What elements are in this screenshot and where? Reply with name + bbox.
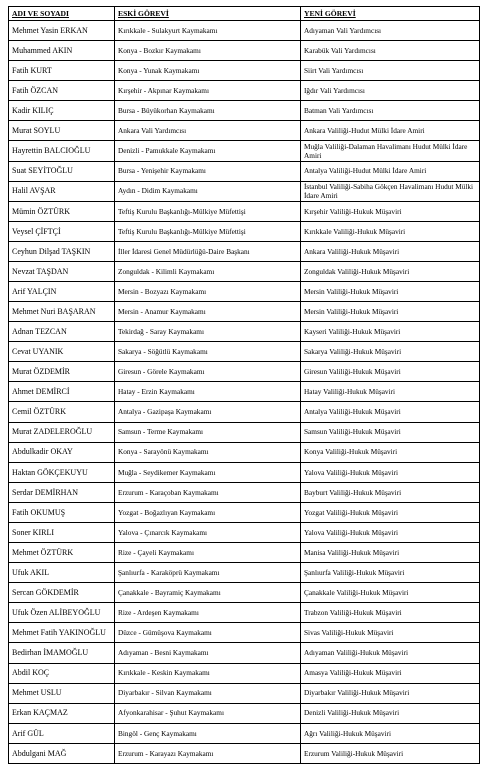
table-row bbox=[9, 302, 479, 322]
name-cell bbox=[9, 704, 115, 723]
name-cell-text: Sercan GÖKDEMİR bbox=[12, 588, 79, 598]
table-row bbox=[9, 643, 479, 663]
old-position-cell-text: Yalova - Çınarcık Kaymakamı bbox=[118, 527, 208, 537]
name-cell-text: Cevat UYANIK bbox=[12, 347, 64, 357]
name-cell bbox=[9, 503, 115, 522]
new-position-cell bbox=[301, 443, 479, 462]
name-cell-text: Muhammed AKIN bbox=[12, 45, 73, 55]
name-cell bbox=[9, 543, 115, 562]
new-position-cell bbox=[301, 643, 479, 662]
table-row bbox=[9, 282, 479, 302]
new-position-cell-text: Erzurum Valiliği-Hukuk Müşaviri bbox=[304, 748, 404, 758]
name-cell-text: Murat ZADELEROĞLU bbox=[12, 427, 93, 437]
name-cell bbox=[9, 222, 115, 241]
new-position-cell-text: İstanbul Valiliği-Sabiha Gökçen Havalimanı Hudut Mülki İdare Amiri bbox=[304, 182, 474, 200]
name-cell bbox=[9, 583, 115, 602]
name-cell-text: Fatih KURT bbox=[12, 65, 52, 75]
table-row bbox=[9, 81, 479, 101]
table-row bbox=[9, 322, 479, 342]
old-position-cell bbox=[115, 744, 301, 763]
new-position-cell bbox=[301, 342, 479, 361]
name-cell bbox=[9, 202, 115, 221]
name-cell bbox=[9, 182, 115, 201]
name-cell bbox=[9, 21, 115, 40]
name-cell-text: Bedirhan İMAMOĞLU bbox=[12, 648, 89, 658]
new-position-cell-text: Kırşehir Valiliği-Hukuk Müşaviri bbox=[304, 206, 402, 216]
name-cell-text: Murat ÖZDEMİR bbox=[12, 367, 70, 377]
old-position-cell bbox=[115, 162, 301, 181]
new-position-cell bbox=[301, 182, 479, 201]
name-cell bbox=[9, 282, 115, 301]
new-position-cell bbox=[301, 242, 479, 261]
name-cell bbox=[9, 664, 115, 683]
table-row bbox=[9, 463, 479, 483]
old-position-cell-text: Konya - Yunak Kaymakamı bbox=[118, 65, 200, 75]
new-position-cell-text: Muğla Valiliği-Dalaman Havalimanı Hudut Mülki İdare Amiri bbox=[304, 142, 468, 160]
old-position-cell bbox=[115, 41, 301, 60]
table-row bbox=[9, 704, 479, 724]
old-position-cell-text: Mersin - Bozyazı Kaymakamı bbox=[118, 286, 207, 296]
table-row bbox=[9, 744, 479, 763]
name-cell bbox=[9, 362, 115, 381]
old-position-cell bbox=[115, 523, 301, 542]
new-position-cell-text: Şanlıurfa Valiliği-Hukuk Müşaviri bbox=[304, 567, 405, 577]
old-position-cell-text: Mersin - Anamur Kaymakamı bbox=[118, 306, 206, 316]
new-position-cell bbox=[301, 61, 479, 80]
table-row bbox=[9, 523, 479, 543]
table-row bbox=[9, 222, 479, 242]
old-position-cell bbox=[115, 483, 301, 502]
name-cell bbox=[9, 61, 115, 80]
old-position-cell-text: Muğla - Seydikemer Kaymakamı bbox=[118, 467, 216, 477]
new-position-cell bbox=[301, 162, 479, 181]
name-cell-text: Arif GÜL bbox=[12, 728, 44, 738]
name-cell-text: Soner KIRLI bbox=[12, 527, 54, 537]
name-cell-text: Ufuk Özen ALİBEYOĞLU bbox=[12, 608, 101, 618]
new-position-cell bbox=[301, 362, 479, 381]
name-cell-text: Mehmet Yasin ERKAN bbox=[12, 25, 88, 35]
name-cell-text: Adnan TEZCAN bbox=[12, 327, 67, 336]
new-position-cell-text: Çanakkale Valiliği-Hukuk Müşaviri bbox=[304, 588, 409, 598]
table-row bbox=[9, 402, 479, 422]
name-cell-text: Fatih OKUMUŞ bbox=[12, 507, 66, 517]
new-position-cell-text: Diyarbakır Valiliği-Hukuk Müşaviri bbox=[304, 688, 410, 698]
old-position-cell-text: Giresun - Görele Kaymakamı bbox=[118, 367, 205, 377]
old-position-cell-text: Erzurum - Karaçoban Kaymakamı bbox=[118, 487, 219, 497]
name-cell-text: Arif YALÇIN bbox=[12, 286, 57, 296]
table-row bbox=[9, 141, 479, 161]
name-cell-text: Nevzat TAŞDAN bbox=[12, 266, 69, 276]
old-position-cell bbox=[115, 282, 301, 301]
name-cell bbox=[9, 121, 115, 140]
old-position-cell-text: Yozgat - Boğazlıyan Kaymakamı bbox=[118, 507, 216, 517]
new-position-cell-text: Trabzon Valiliği-Hukuk Müşaviri bbox=[304, 608, 402, 618]
old-position-cell bbox=[115, 81, 301, 100]
new-position-cell-text: Antalya Valiliği-Hudut Mülki İdare Amiri bbox=[304, 166, 427, 176]
old-position-cell-text: Teftiş Kurulu Başkanlığı-Mülkiye Müfettişi bbox=[118, 206, 246, 216]
old-position-cell bbox=[115, 443, 301, 462]
new-position-cell-text: Giresun Valiliği-Hukuk Müşaviri bbox=[304, 367, 401, 377]
old-position-cell-text: Adıyaman - Besni Kaymakamı bbox=[118, 648, 209, 658]
new-position-cell bbox=[301, 463, 479, 482]
new-position-cell bbox=[301, 382, 479, 401]
new-position-cell-text: Ankara Valiliği-Hukuk Müşaviri bbox=[304, 246, 400, 256]
old-position-cell-text: Konya - Sarayönü Kaymakamı bbox=[118, 447, 209, 457]
new-position-cell bbox=[301, 744, 479, 763]
table-row bbox=[9, 182, 479, 202]
old-position-cell bbox=[115, 182, 301, 201]
new-position-cell bbox=[301, 483, 479, 502]
old-position-cell-text: Denizli - Pamukkale Kaymakamı bbox=[118, 146, 216, 156]
old-position-cell bbox=[115, 704, 301, 723]
new-position-cell-text: Yalova Valiliği-Hukuk Müşaviri bbox=[304, 527, 398, 537]
old-position-cell-text: Rize - Ardeşen Kaymakamı bbox=[118, 608, 199, 618]
old-position-cell-text: İller İdaresi Genel Müdürlüğü-Daire Başkanı bbox=[118, 246, 250, 256]
table-row bbox=[9, 262, 479, 282]
name-cell bbox=[9, 483, 115, 502]
name-cell-text: Abdulgani MAĞ bbox=[12, 748, 67, 758]
table-row bbox=[9, 202, 479, 222]
name-cell-text: Veysel ÇİFTÇİ bbox=[12, 226, 61, 236]
name-cell-text: Murat SOYLU bbox=[12, 126, 61, 136]
new-position-cell bbox=[301, 222, 479, 241]
new-position-cell-text: Batman Vali Yardımcısı bbox=[304, 106, 374, 116]
new-position-cell bbox=[301, 202, 479, 221]
old-position-cell-text: Bursa - Büyükorhan Kaymakamı bbox=[118, 106, 215, 116]
new-position-cell-text: Hatay Valiliği-Hukuk Müşaviri bbox=[304, 387, 396, 397]
header-new-position: YENİ GÖREVİ bbox=[304, 8, 356, 18]
old-position-cell bbox=[115, 101, 301, 120]
table-row bbox=[9, 242, 479, 262]
new-position-cell-text: Adıyaman Valiliği-Hukuk Müşaviri bbox=[304, 648, 409, 658]
new-position-cell bbox=[301, 121, 479, 140]
new-position-cell-text: Ağrı Valiliği-Hukuk Müşaviri bbox=[304, 728, 392, 738]
new-position-cell-text: Yozgat Valiliği-Hukuk Müşaviri bbox=[304, 507, 398, 517]
old-position-cell-text: Aydın - Didim Kaymakamı bbox=[118, 186, 198, 196]
table-row bbox=[9, 563, 479, 583]
new-position-cell bbox=[301, 603, 479, 622]
name-cell bbox=[9, 302, 115, 321]
new-position-cell bbox=[301, 523, 479, 542]
name-cell bbox=[9, 382, 115, 401]
new-position-cell bbox=[301, 282, 479, 301]
old-position-cell bbox=[115, 724, 301, 743]
old-position-cell-text: Afyonkarahisar - Şuhut Kaymakamı bbox=[118, 708, 224, 718]
new-position-cell-text: Mersin Valiliği-Hukuk Müşaviri bbox=[304, 286, 399, 296]
name-cell bbox=[9, 41, 115, 60]
old-position-cell bbox=[115, 342, 301, 361]
new-position-cell-text: Konya Valiliği-Hukuk Müşaviri bbox=[304, 447, 398, 457]
new-position-cell bbox=[301, 101, 479, 120]
table-row bbox=[9, 543, 479, 563]
name-cell bbox=[9, 463, 115, 482]
name-cell bbox=[9, 724, 115, 743]
name-cell-text: Ceyhun Dilşad TAŞKIN bbox=[12, 246, 91, 256]
old-position-cell bbox=[115, 322, 301, 341]
name-cell bbox=[9, 342, 115, 361]
table-row bbox=[9, 603, 479, 623]
old-position-cell bbox=[115, 362, 301, 381]
old-position-cell bbox=[115, 503, 301, 522]
new-position-cell-text: Iğdır Vali Yardımcısı bbox=[304, 86, 365, 96]
new-position-cell-text: Ankara Valiliği-Hudut Mülki İdare Amiri bbox=[304, 126, 425, 136]
name-cell bbox=[9, 623, 115, 642]
name-cell bbox=[9, 322, 115, 341]
new-position-cell-text: Sakarya Valiliği-Hukuk Müşaviri bbox=[304, 347, 402, 357]
new-position-cell bbox=[301, 402, 479, 421]
old-position-cell bbox=[115, 222, 301, 241]
old-position-cell bbox=[115, 262, 301, 281]
new-position-cell bbox=[301, 503, 479, 522]
new-position-cell bbox=[301, 684, 479, 703]
table-row bbox=[9, 41, 479, 61]
old-position-cell-text: Sakarya - Söğütlü Kaymakamı bbox=[118, 347, 208, 357]
old-position-cell bbox=[115, 202, 301, 221]
name-cell-text: Halil AVŞAR bbox=[12, 186, 56, 196]
header-name: ADI VE SOYADI bbox=[9, 7, 115, 20]
new-position-cell bbox=[301, 21, 479, 40]
table-row bbox=[9, 664, 479, 684]
table-row bbox=[9, 121, 479, 141]
new-position-cell bbox=[301, 302, 479, 321]
name-cell bbox=[9, 262, 115, 281]
old-position-cell-text: Çanakkale - Bayramiç Kaymakamı bbox=[118, 588, 221, 598]
new-position-cell-text: Siirt Vali Yardımcısı bbox=[304, 65, 364, 75]
new-position-cell bbox=[301, 664, 479, 683]
old-position-cell bbox=[115, 563, 301, 582]
old-position-cell bbox=[115, 302, 301, 321]
old-position-cell-text: Teftiş Kurulu Başkanlığı-Mülkiye Müfettişi bbox=[118, 226, 246, 236]
old-position-cell-text: Tekirdağ - Saray Kaymakamı bbox=[118, 327, 205, 336]
name-cell-text: Haktan GÖKÇEKUYU bbox=[12, 467, 88, 477]
old-position-cell-text: Hatay - Erzin Kaymakamı bbox=[118, 387, 195, 397]
table-row bbox=[9, 483, 479, 503]
name-cell bbox=[9, 643, 115, 662]
new-position-cell-text: Yalova Valiliği-Hukuk Müşaviri bbox=[304, 467, 398, 477]
table-row bbox=[9, 684, 479, 704]
new-position-cell-text: Bayburt Valiliği-Hukuk Müşaviri bbox=[304, 487, 402, 497]
name-cell-text: Mümin ÖZTÜRK bbox=[12, 206, 70, 216]
old-position-cell-text: Zonguldak - Kilimli Kaymakamı bbox=[118, 266, 215, 276]
table-row bbox=[9, 21, 479, 41]
appointments-table bbox=[8, 6, 480, 764]
old-position-cell bbox=[115, 242, 301, 261]
new-position-cell bbox=[301, 623, 479, 642]
new-position-cell bbox=[301, 563, 479, 582]
old-position-cell-text: Rize - Çayeli Kaymakamı bbox=[118, 547, 194, 557]
old-position-cell bbox=[115, 664, 301, 683]
name-cell bbox=[9, 423, 115, 442]
old-position-cell-text: Konya - Bozkır Kaymakamı bbox=[118, 45, 201, 55]
old-position-cell bbox=[115, 21, 301, 40]
table-row bbox=[9, 162, 479, 182]
old-position-cell bbox=[115, 402, 301, 421]
old-position-cell bbox=[115, 463, 301, 482]
old-position-cell-text: Kırıkkale - Keskin Kaymakamı bbox=[118, 668, 210, 678]
new-position-cell bbox=[301, 543, 479, 562]
new-position-cell bbox=[301, 262, 479, 281]
name-cell-text: Ahmet DEMİRCİ bbox=[12, 387, 70, 397]
name-cell bbox=[9, 402, 115, 421]
name-cell-text: Fatih ÖZCAN bbox=[12, 86, 58, 96]
name-cell-text: Ufuk AKIL bbox=[12, 567, 50, 577]
old-position-cell bbox=[115, 121, 301, 140]
name-cell-text: Hayrettin BALCIOĞLU bbox=[12, 146, 91, 156]
table-row bbox=[9, 583, 479, 603]
new-position-cell bbox=[301, 724, 479, 743]
old-position-cell-text: Bursa - Yenişehir Kaymakamı bbox=[118, 166, 206, 176]
new-position-cell bbox=[301, 41, 479, 60]
old-position-cell-text: Kırıkkale - Sulakyurt Kaymakamı bbox=[118, 25, 218, 35]
table-row bbox=[9, 101, 479, 121]
name-cell bbox=[9, 523, 115, 542]
table-row bbox=[9, 724, 479, 744]
old-position-cell bbox=[115, 382, 301, 401]
new-position-cell-text: Zonguldak Valiliği-Hukuk Müşaviri bbox=[304, 266, 410, 276]
name-cell-text: Cemil ÖZTÜRK bbox=[12, 407, 66, 417]
name-cell bbox=[9, 141, 115, 160]
name-cell bbox=[9, 242, 115, 261]
name-cell bbox=[9, 101, 115, 120]
name-cell-text: Mehmet Fatih YAKINOĞLU bbox=[12, 628, 106, 638]
new-position-cell bbox=[301, 423, 479, 442]
old-position-cell-text: Diyarbakır - Silvan Kaymakamı bbox=[118, 688, 212, 698]
name-cell bbox=[9, 162, 115, 181]
header-old-position: ESKİ GÖREVİ bbox=[115, 7, 301, 20]
table-row bbox=[9, 503, 479, 523]
name-cell-text: Abdil KOÇ bbox=[12, 668, 50, 678]
table-row bbox=[9, 342, 479, 362]
old-position-cell-text: Ankara Vali Yardımcısı bbox=[118, 126, 187, 136]
name-cell bbox=[9, 744, 115, 763]
name-cell-text: Erkan KAÇMAZ bbox=[12, 708, 68, 718]
name-cell-text: Mehmet ÖZTÜRK bbox=[12, 547, 74, 557]
name-cell bbox=[9, 443, 115, 462]
old-position-cell bbox=[115, 141, 301, 160]
old-position-cell-text: Antalya - Gazipaşa Kaymakamı bbox=[118, 407, 212, 417]
table-row bbox=[9, 61, 479, 81]
new-position-cell bbox=[301, 583, 479, 602]
old-position-cell-text: Düzce - Gümüşova Kaymakamı bbox=[118, 628, 212, 638]
table-row bbox=[9, 623, 479, 643]
name-cell bbox=[9, 563, 115, 582]
old-position-cell-text: Bingöl - Genç Kaymakamı bbox=[118, 728, 197, 738]
new-position-cell-text: Amasya Valiliği-Hukuk Müşaviri bbox=[304, 668, 402, 678]
old-position-cell bbox=[115, 643, 301, 662]
new-position-cell-text: Karabük Vali Yardımcısı bbox=[304, 45, 376, 55]
name-cell-text: Abdulkadir OKAY bbox=[12, 447, 73, 457]
new-position-cell-text: Antalya Valiliği-Hukuk Müşaviri bbox=[304, 407, 401, 417]
new-position-cell-text: Sivas Valiliği-Hukuk Müşaviri bbox=[304, 628, 394, 638]
name-cell-text: Mehmet USLU bbox=[12, 688, 62, 698]
name-cell bbox=[9, 684, 115, 703]
new-position-cell-text: Adıyaman Vali Yardımcısı bbox=[304, 25, 382, 35]
new-position-cell-text: Kayseri Valiliği-Hukuk Müşaviri bbox=[304, 327, 401, 336]
new-position-cell bbox=[301, 322, 479, 341]
table-row bbox=[9, 382, 479, 402]
table-row bbox=[9, 362, 479, 382]
name-cell-text: Kadir KILIÇ bbox=[12, 106, 54, 116]
table-header bbox=[9, 7, 479, 21]
old-position-cell-text: Erzurum - Karayazı Kaymakamı bbox=[118, 748, 214, 758]
old-position-cell bbox=[115, 423, 301, 442]
new-position-cell bbox=[301, 81, 479, 100]
name-cell bbox=[9, 603, 115, 622]
new-position-cell bbox=[301, 141, 479, 160]
new-position-cell-text: Manisa Valiliği-Hukuk Müşaviri bbox=[304, 547, 400, 557]
name-cell-text: Serdar DEMİRHAN bbox=[12, 487, 78, 497]
old-position-cell bbox=[115, 684, 301, 703]
new-position-cell bbox=[301, 704, 479, 723]
old-position-cell-text: Şanlıurfa - Karaköprü Kaymakamı bbox=[118, 567, 220, 577]
old-position-cell-text: Samsun - Terme Kaymakamı bbox=[118, 427, 204, 437]
name-cell-text: Suat SEYİTOĞLU bbox=[12, 166, 73, 176]
new-position-cell-text: Mersin Valiliği-Hukuk Müşaviri bbox=[304, 306, 399, 316]
new-position-cell-text: Samsun Valiliği-Hukuk Müşaviri bbox=[304, 427, 401, 437]
new-position-cell-text: Denizli Valiliği-Hukuk Müşaviri bbox=[304, 708, 400, 718]
name-cell-text: Mehmet Nuri BAŞARAN bbox=[12, 306, 96, 316]
old-position-cell-text: Kırşehir - Akpınar Kaymakamı bbox=[118, 86, 209, 96]
old-position-cell bbox=[115, 603, 301, 622]
new-position-cell-text: Kırıkkale Valiliği-Hukuk Müşaviri bbox=[304, 226, 406, 236]
old-position-cell bbox=[115, 543, 301, 562]
old-position-cell bbox=[115, 583, 301, 602]
old-position-cell bbox=[115, 61, 301, 80]
name-cell bbox=[9, 81, 115, 100]
old-position-cell bbox=[115, 623, 301, 642]
table-row bbox=[9, 423, 479, 443]
table-row bbox=[9, 443, 479, 463]
